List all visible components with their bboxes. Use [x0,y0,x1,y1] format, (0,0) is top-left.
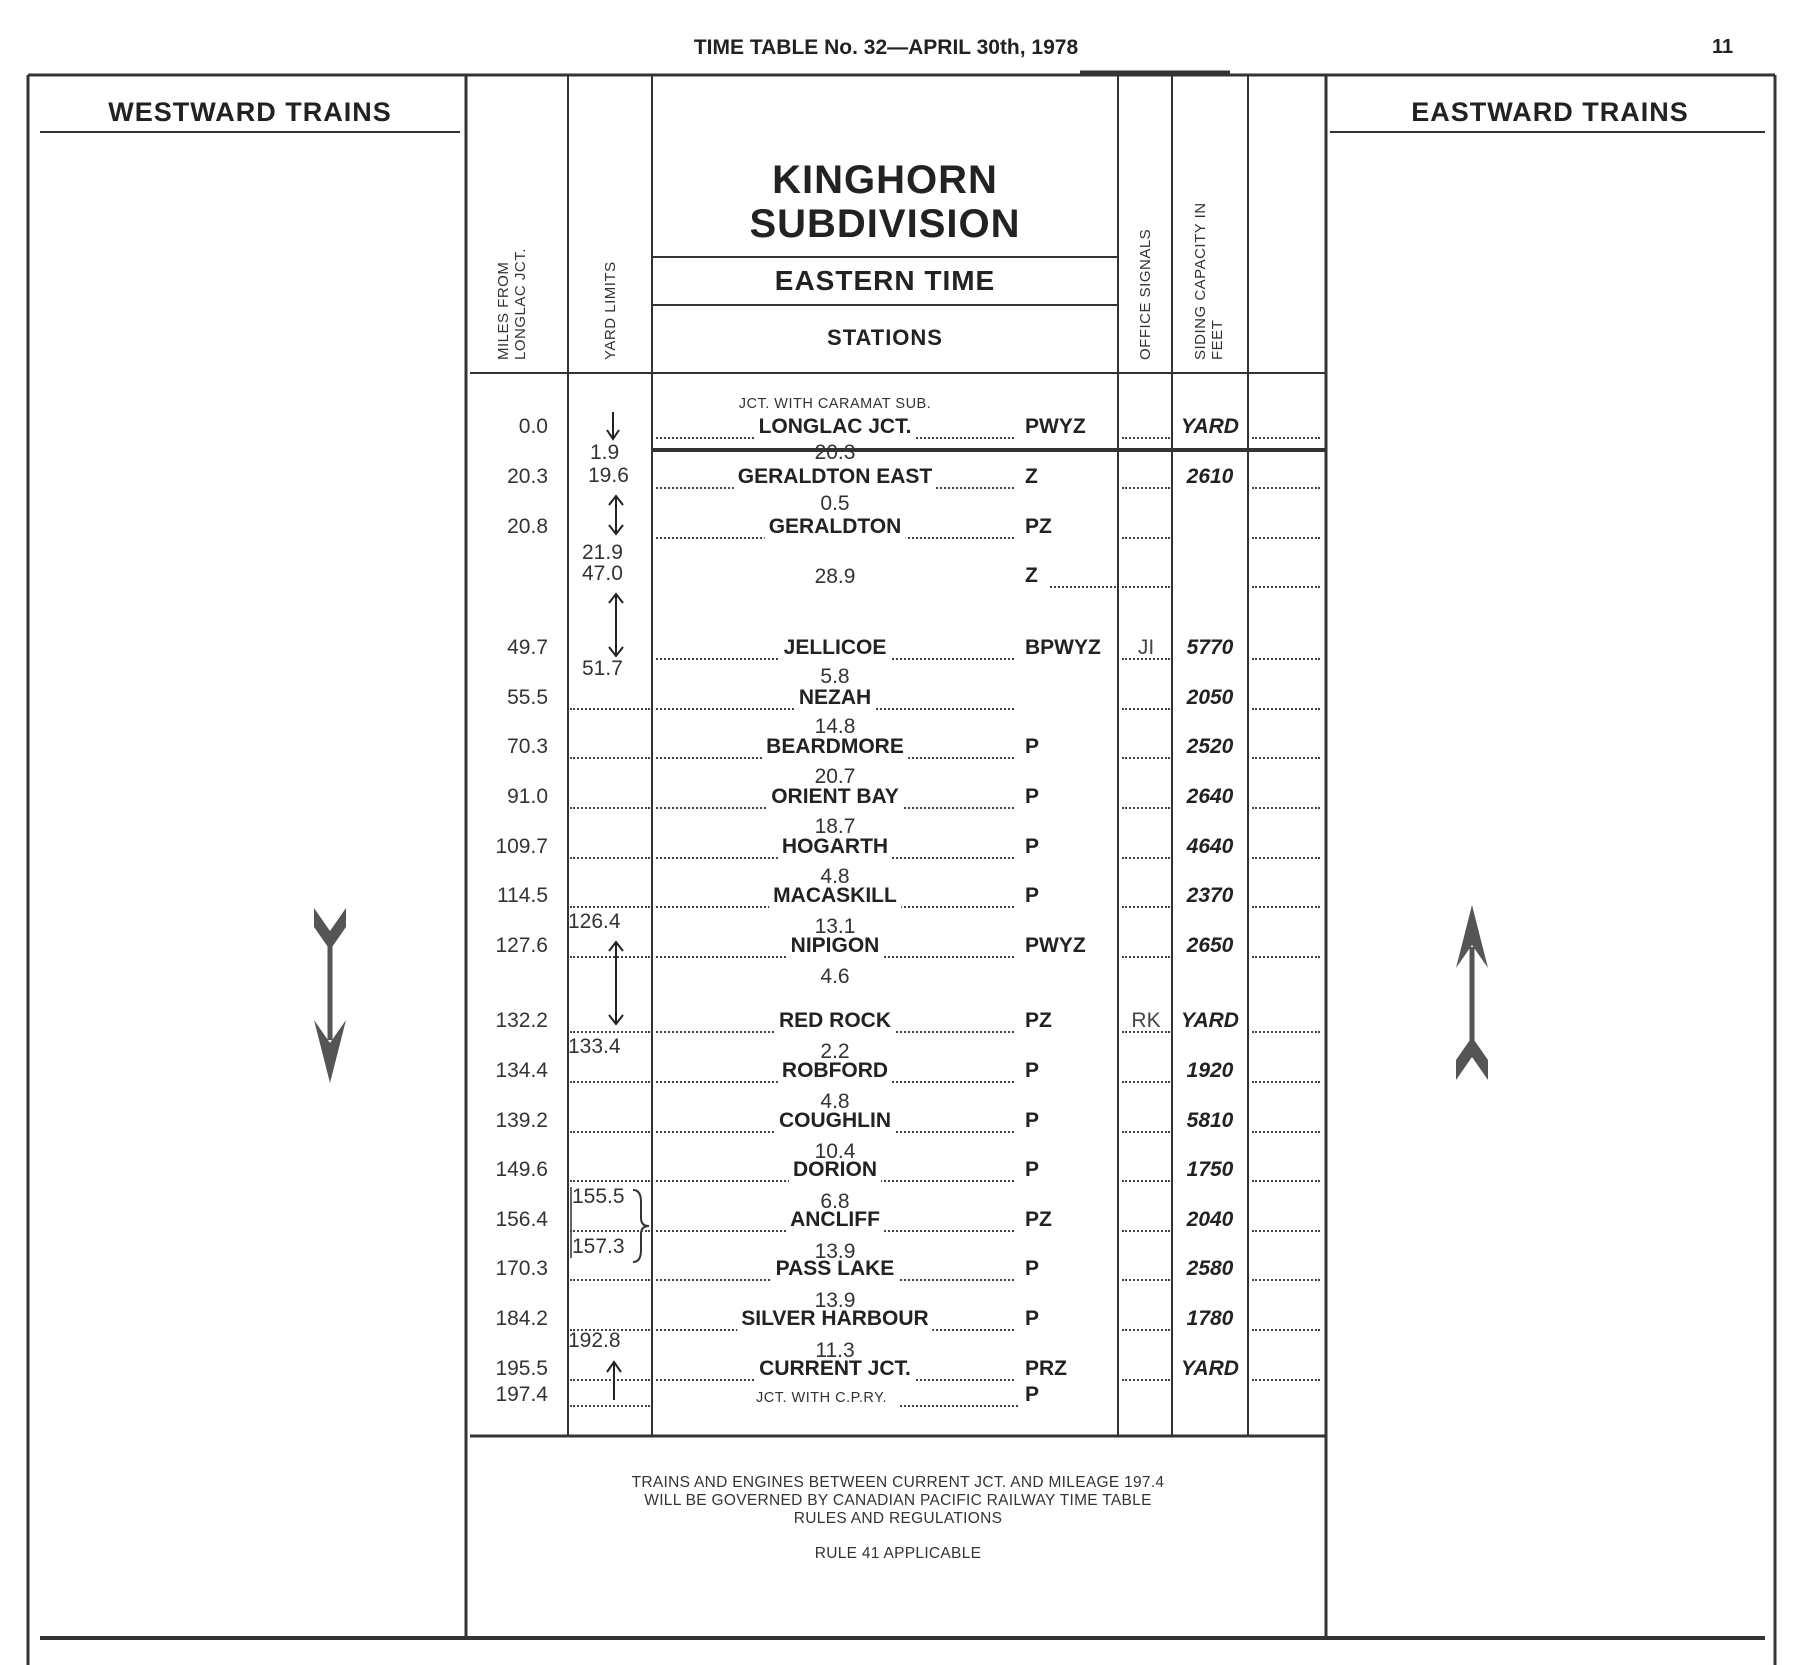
station-miles: 20.8 [507,515,548,538]
leader-dots [1122,708,1170,710]
station-name: ORIENT BAY [767,784,903,810]
eastward-label: EASTWARD TRAINS [1411,97,1689,127]
leader-dots [1122,857,1170,859]
station-name: ROBFORD [778,1058,892,1084]
leader-dots [570,956,650,958]
station-miles: 49.7 [507,636,548,659]
station-name: BEARDMORE [762,734,908,760]
station-name: SILVER HARBOUR [737,1306,932,1332]
interstation-distance: 14.8 [814,715,856,738]
siding-capacity: 1920 [1184,1058,1237,1084]
interstation-distance: 0.5 [820,492,850,515]
station-miles: 156.4 [495,1208,548,1231]
station-row [0,414,1800,444]
leader-dots [1252,1180,1320,1182]
leader-dots [1252,437,1320,439]
station-miles: 139.2 [495,1109,548,1132]
station-name: COUGHLIN [775,1108,895,1134]
leader-dots [1252,1230,1320,1232]
interstation-distance: 10.4 [814,1140,856,1163]
station-codes: P [1025,1108,1043,1134]
leader-dots [1122,658,1170,660]
station-miles: 109.7 [495,835,548,858]
leader-dots [1252,757,1320,759]
station-row [0,734,1800,764]
leader-dots [900,1405,1018,1407]
station-miles: 134.4 [495,1059,548,1082]
subdivision-name-1: KINGHORN [772,158,998,202]
leader-dots [1252,708,1320,710]
station-codes: P [1025,834,1043,860]
leader-dots [1122,757,1170,759]
station-miles: 55.5 [507,686,548,709]
station-codes: PWYZ [1025,414,1090,440]
yard-limit-mileage: 133.4 [568,1035,621,1058]
station-codes: PWYZ [1025,933,1090,959]
station-miles: 195.5 [495,1357,548,1380]
siding-capacity: 2050 [1184,685,1237,711]
timetable-title: TIME TABLE No. 32—APRIL 30th, 1978 [693,36,1079,59]
station-codes: P [1025,1382,1043,1408]
station-name: RED ROCK [775,1008,895,1034]
interstation-distance: 28.9 [814,565,856,588]
leader-dots [1122,1230,1170,1232]
leader-dots [1122,956,1170,958]
station-miles: 114.5 [497,884,548,907]
interstation-distance: 13.9 [814,1289,856,1312]
leader-dots [1252,906,1320,908]
yard-limit-mileage: 126.4 [568,910,621,933]
siding-capacity: 2650 [1184,933,1237,959]
leader-dots [1252,537,1320,539]
station-name: LONGLAC JCT. [755,414,916,440]
station-codes: PZ [1025,1207,1056,1233]
station-row [0,635,1800,665]
siding-capacity: 1750 [1184,1157,1237,1183]
siding-capacity: 2370 [1184,883,1237,909]
leader-dots [1122,1279,1170,1281]
station-codes: PRZ [1025,1356,1071,1382]
station-miles: 0.0 [518,415,548,438]
junction-note-top: JCT. WITH CARAMAT SUB. [738,396,932,412]
yard-limit-mileage: 192.8 [568,1329,621,1352]
leader-dots [1122,1031,1170,1033]
station-codes: Z [1025,464,1042,490]
leader-dots [570,807,650,809]
siding-capacity: 5810 [1184,1108,1237,1134]
station-codes: P [1025,1058,1043,1084]
yard-limits-header: YARD LIMITS [602,261,619,360]
leader-dots [1122,487,1170,489]
leader-dots [1122,1329,1170,1331]
station-row [0,834,1800,864]
station-codes: PZ [1025,514,1056,540]
siding-capacity: 1780 [1184,1306,1237,1332]
leader-dots [570,1131,650,1133]
interstation-distance: 20.3 [814,441,856,464]
station-row [0,1382,1800,1412]
leader-dots [1252,658,1320,660]
footnote-line-3: RULES AND REGULATIONS [793,1510,1003,1527]
station-name: NIPIGON [787,933,884,959]
leader-dots [1252,857,1320,859]
siding-capacity: 2520 [1184,734,1237,760]
yard-limit-mileage: 47.0 [582,562,623,585]
leader-dots [1122,1131,1170,1133]
station-codes: P [1025,784,1043,810]
subdivision-title [652,158,1118,246]
westward-label: WESTWARD TRAINS [108,97,392,127]
siding-capacity: YARD [1178,1356,1242,1382]
siding-capacity: 2580 [1184,1256,1237,1282]
subdivision-name-2: SUBDIVISION [749,202,1021,246]
station-name: NEZAH [795,685,875,711]
interstation-distance: 13.1 [814,915,856,938]
station-row [0,784,1800,814]
leader-dots [1252,487,1320,489]
station-codes: P [1025,1256,1043,1282]
yard-limit-mileage: 157.3 [572,1235,625,1258]
yard-limit-mileage: 51.7 [582,657,623,680]
siding-capacity: 5770 [1184,635,1237,661]
footnote-line-2: WILL BE GOVERNED BY CANADIAN PACIFIC RAILWAY TIME TABLE [644,1492,1152,1509]
leader-dots [570,1081,650,1083]
station-codes: P [1025,1157,1043,1183]
station-row [0,464,1800,494]
station-codes: P [1025,883,1043,909]
stations-label: STATIONS [827,325,943,350]
station-miles: 149.6 [495,1158,548,1181]
leader-dots [1252,1329,1320,1331]
leader-dots [1252,586,1320,588]
siding-capacity: 2610 [1184,464,1237,490]
siding-capacity: 4640 [1184,834,1237,860]
station-name: MACASKILL [769,883,901,909]
interstation-distance: 13.9 [814,1240,856,1263]
station-miles: 184.2 [495,1307,548,1330]
leader-dots [1252,1031,1320,1033]
westward-arrow-icon [310,905,350,1085]
yard-limit-mileage: 155.5 [572,1185,625,1208]
office-signal: RK [1131,1009,1161,1032]
interstation-distance: 11.3 [815,1339,855,1362]
station-codes: Z [1025,563,1042,589]
leader-dots [570,1031,650,1033]
station-codes: P [1025,1306,1043,1332]
footnote-rule: RULE 41 APPLICABLE [814,1545,982,1562]
station-name: CURRENT JCT. [755,1356,915,1382]
leader-dots [570,1379,650,1381]
leader-dots [570,1230,650,1232]
yard-limit-mileage: 19.6 [588,464,629,487]
office-signal: JI [1137,636,1155,659]
miles-header: MILES FROM LONGLAC JCT. [495,248,529,360]
interstation-distance: 6.8 [820,1190,850,1213]
station-name: PASS LAKE [772,1256,899,1282]
leader-dots [570,1405,650,1407]
interstation-distance: 20.7 [814,765,856,788]
leader-dots [570,906,650,908]
station-name: ANCLIFF [786,1207,884,1233]
siding-capacity: YARD [1178,414,1242,440]
station-name: DORION [789,1157,881,1183]
leader-dots [1050,586,1116,588]
leader-dots [1122,586,1170,588]
junction-note-bottom: JCT. WITH C.P.RY. [756,1390,891,1406]
leader-dots [1252,1279,1320,1281]
siding-capacity-header: SIDING CAPACITY IN FEET [1192,202,1226,360]
leader-dots [570,1279,650,1281]
interstation-distance: 4.8 [820,865,850,888]
station-name: JELLICOE [780,635,891,661]
station-miles: 127.6 [495,934,548,957]
leader-dots [1252,1081,1320,1083]
station-miles: 70.3 [507,735,548,758]
siding-capacity: 2040 [1184,1207,1237,1233]
station-codes: PZ [1025,1008,1056,1034]
interstation-distance: 18.7 [814,815,856,838]
station-miles: 20.3 [507,465,548,488]
leader-dots [570,857,650,859]
leader-dots [1122,1379,1170,1381]
station-row [0,685,1800,715]
leader-dots [1122,1081,1170,1083]
leader-dots [1122,1180,1170,1182]
leader-dots [1122,437,1170,439]
eastward-arrow-icon [1452,905,1492,1083]
station-miles: 197.4 [495,1383,548,1406]
interstation-distance: 5.8 [820,665,850,688]
station-name: GERALDTON [765,514,906,540]
leader-dots [1252,1131,1320,1133]
leader-dots [1252,956,1320,958]
leader-dots [1122,906,1170,908]
station-name: HOGARTH [778,834,892,860]
station-miles: 132.2 [495,1009,548,1032]
siding-capacity: 2640 [1184,784,1237,810]
station-miles: 91.0 [507,785,548,808]
yard-limit-mileage: 21.9 [582,541,623,564]
siding-capacity: YARD [1178,1008,1242,1034]
yard-limit-mileage: 1.9 [590,441,620,464]
interstation-distance: 4.8 [820,1090,850,1113]
time-zone: EASTERN TIME [774,265,996,296]
leader-dots [1252,807,1320,809]
station-row [0,1008,1800,1038]
station-miles: 170.3 [495,1257,548,1280]
office-signals-header: OFFICE SIGNALS [1137,228,1154,360]
station-codes: P [1025,734,1043,760]
leader-dots [570,757,650,759]
station-name: GERALDTON EAST [734,464,936,490]
leader-dots [570,708,650,710]
page-number: 11 [1712,36,1734,58]
station-row [0,514,1800,544]
interstation-distance: 2.2 [820,1040,850,1063]
leader-dots [1122,807,1170,809]
interstation-distance: 4.6 [820,965,850,988]
station-codes: BPWYZ [1025,635,1105,661]
footnote-line-1: TRAINS AND ENGINES BETWEEN CURRENT JCT. AND MILEAGE 197.4 [631,1474,1165,1491]
leader-dots [1252,1379,1320,1381]
leader-dots [570,1180,650,1182]
leader-dots [1122,537,1170,539]
